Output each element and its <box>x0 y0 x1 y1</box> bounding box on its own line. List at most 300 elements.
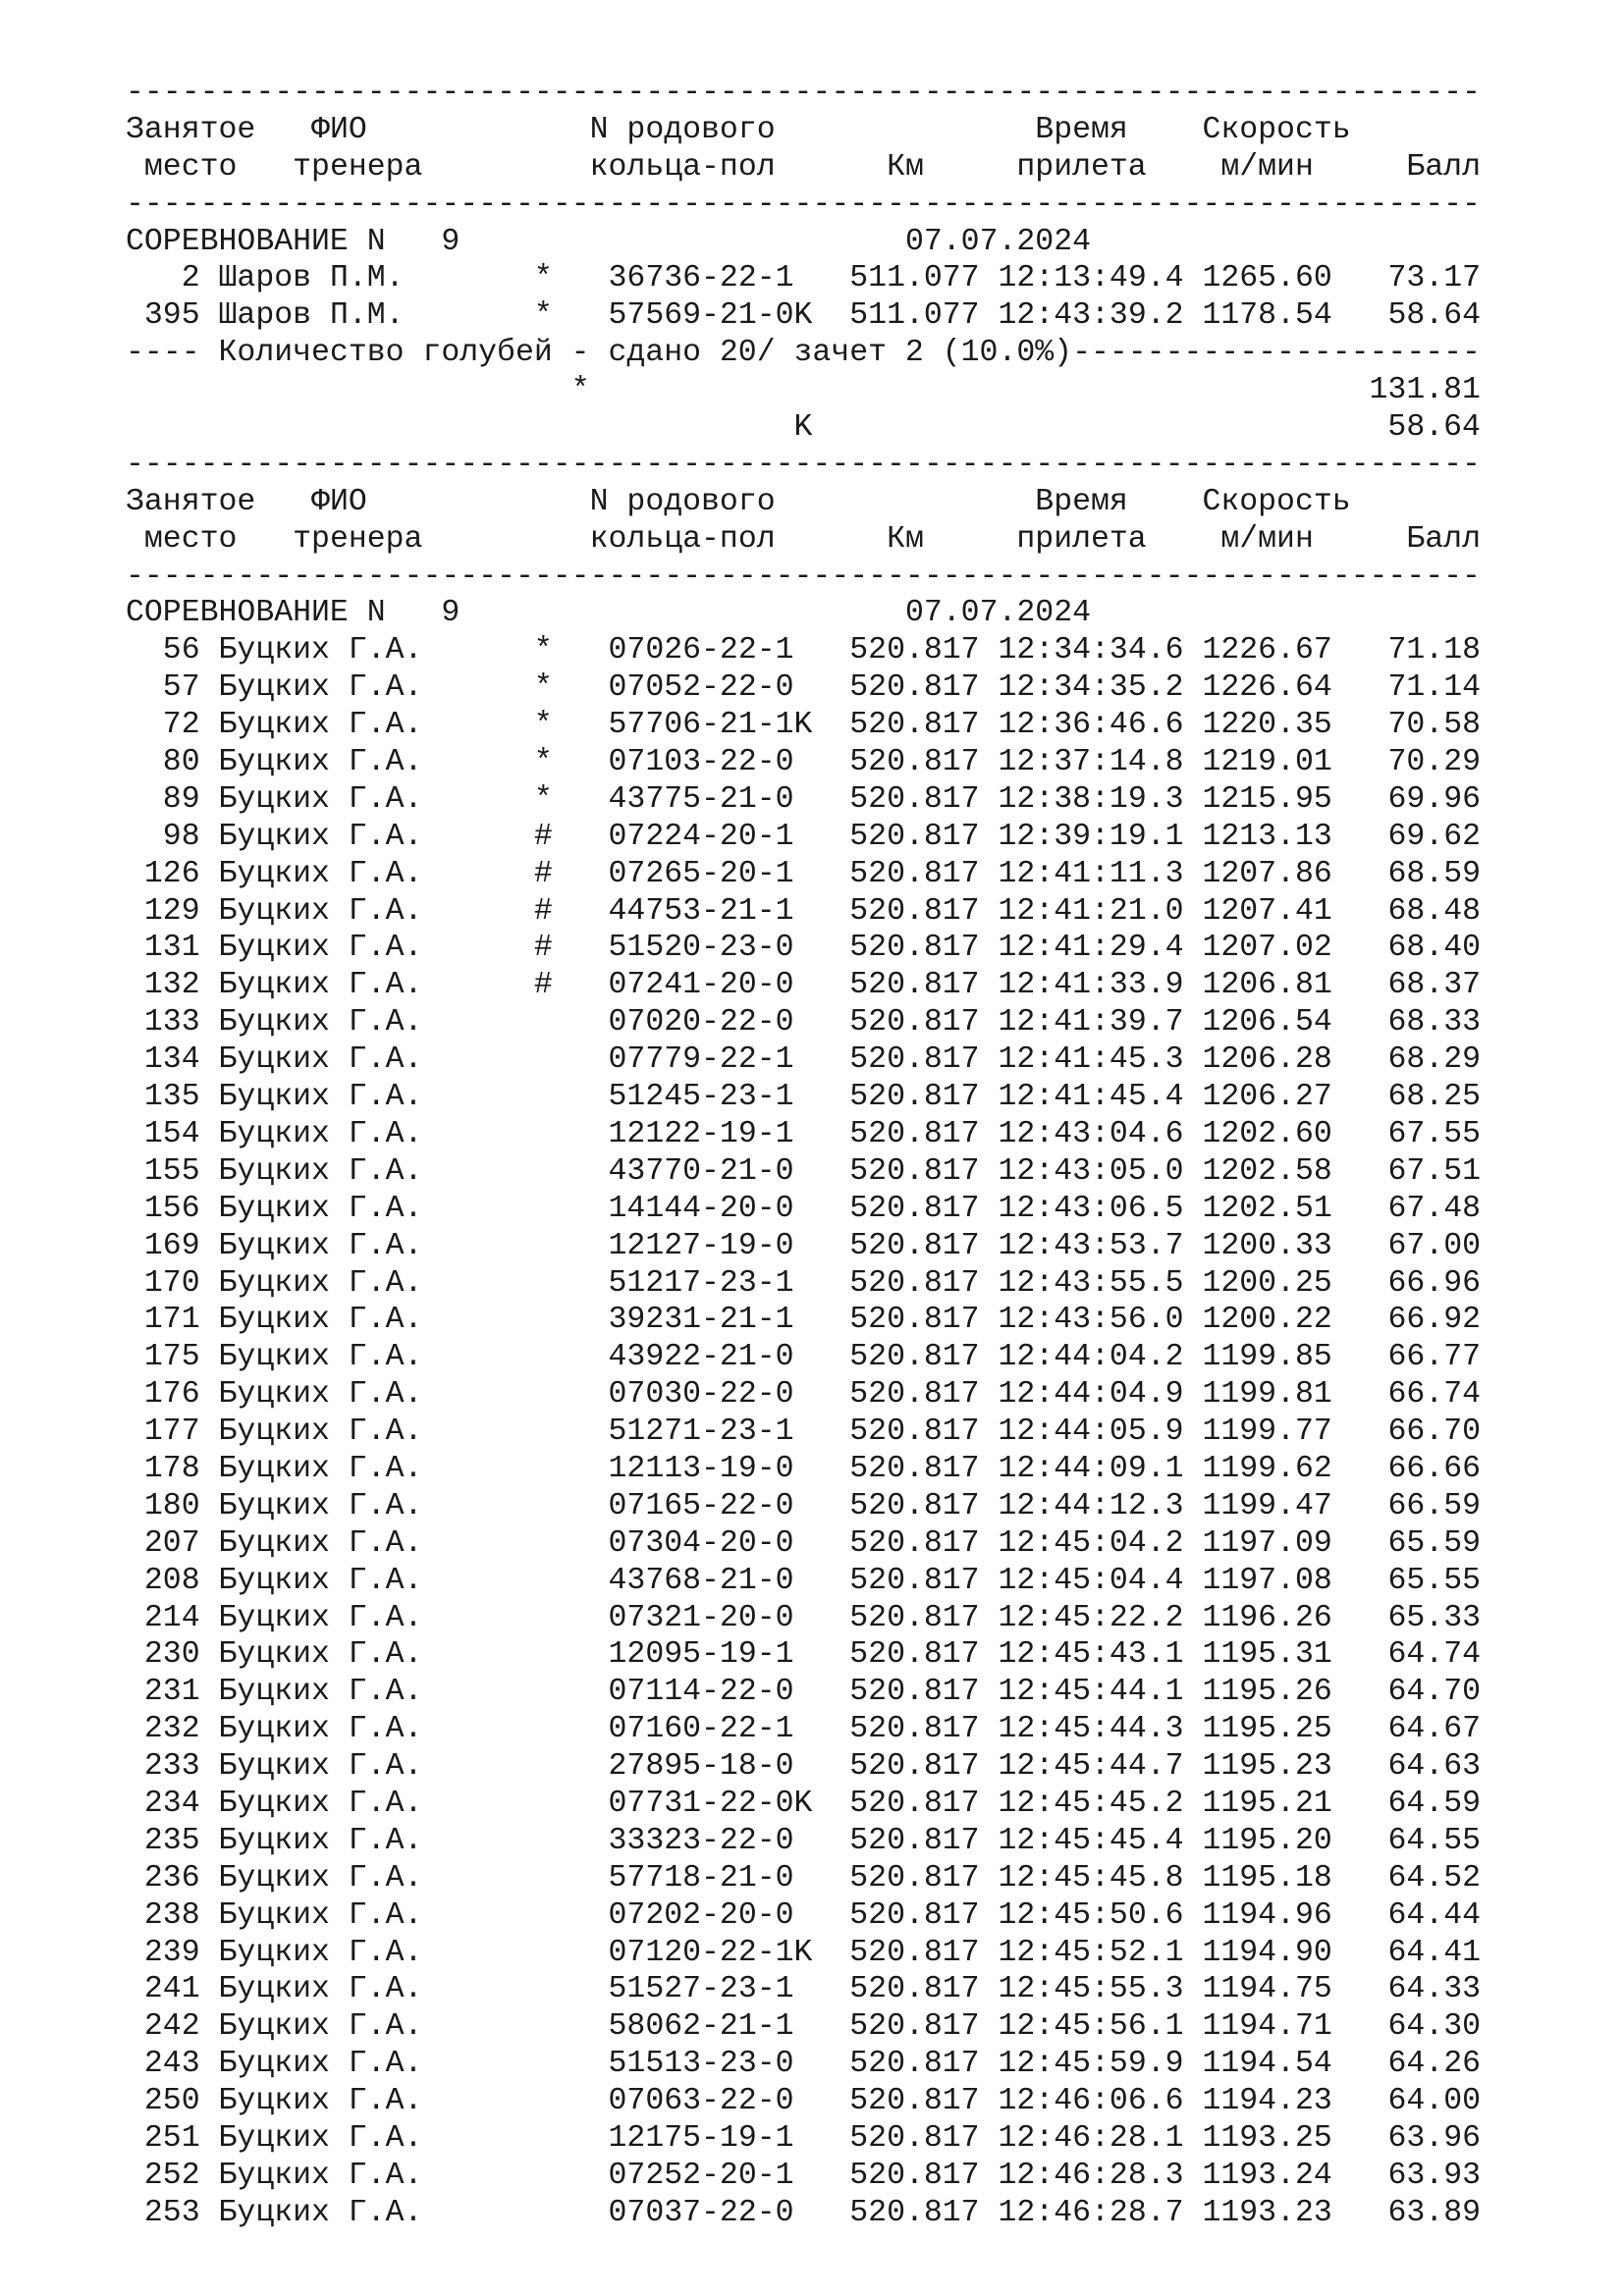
cell-arrival: 12:45:56.1 <box>998 2009 1184 2045</box>
header-km: Км <box>887 149 924 185</box>
cell-km: 520.817 <box>849 968 980 1003</box>
total-mark: K <box>793 410 813 446</box>
total-value: 131.81 <box>1369 373 1481 408</box>
cell-speed: 1195.20 <box>1202 1823 1332 1858</box>
cell-mark: * <box>533 298 553 334</box>
cell-trainer: Буцких Г.А. <box>218 1415 423 1450</box>
table-row <box>126 1488 1481 1525</box>
cell-place: 131 <box>126 931 200 966</box>
summary-line: ---- Количество голубей - сдано 20/ зачет 2 (10.0%)---------------------- <box>126 336 1481 371</box>
cell-score: 64.70 <box>1369 1675 1481 1710</box>
cell-trainer: Шаров П.М. <box>218 298 405 334</box>
cell-km: 520.817 <box>849 1935 980 1970</box>
cell-ring: 07160-22-1 <box>608 1712 794 1747</box>
table-row <box>126 893 1481 931</box>
cell-place: 133 <box>126 1005 200 1041</box>
cell-trainer: Буцких Г.А. <box>218 670 423 706</box>
cell-speed: 1206.81 <box>1202 968 1332 1003</box>
cell-arrival: 12:43:04.6 <box>998 1116 1184 1151</box>
cell-place: 231 <box>126 1675 200 1710</box>
table-row <box>126 297 1481 335</box>
cell-score: 64.30 <box>1369 2009 1481 2045</box>
cell-km: 520.817 <box>849 1377 980 1413</box>
cell-mark: # <box>533 819 553 854</box>
header-place-sub: место <box>143 149 238 185</box>
cell-score: 64.52 <box>1369 1860 1481 1896</box>
cell-mark: * <box>533 745 553 780</box>
cell-km: 520.817 <box>849 1749 980 1785</box>
cell-score: 64.41 <box>1369 1935 1481 1970</box>
cell-ring: 07103-22-0 <box>608 745 794 780</box>
cell-score: 68.48 <box>1369 893 1481 929</box>
cell-place: 171 <box>126 1303 200 1338</box>
table-row <box>126 1711 1481 1748</box>
cell-score: 64.67 <box>1369 1712 1481 1747</box>
cell-km: 520.817 <box>849 745 980 780</box>
cell-km: 520.817 <box>849 1786 980 1821</box>
table-row <box>126 1563 1481 1600</box>
cell-km: 520.817 <box>849 2195 980 2230</box>
cell-ring: 57718-21-0 <box>608 1860 794 1896</box>
header-row-2 <box>126 521 1481 559</box>
cell-trainer: Буцких Г.А. <box>218 1005 423 1041</box>
cell-km: 520.817 <box>849 2009 980 2045</box>
cell-arrival: 12:46:28.3 <box>998 2158 1184 2193</box>
table-row <box>126 1674 1481 1711</box>
cell-ring: 14144-20-0 <box>608 1191 794 1226</box>
cell-speed: 1194.75 <box>1202 1972 1332 2007</box>
header-ring: N родового <box>589 484 776 519</box>
cell-mark: # <box>533 968 553 1003</box>
cell-km: 520.817 <box>849 1042 980 1078</box>
cell-score: 70.29 <box>1369 745 1481 780</box>
cell-ring: 07304-20-0 <box>608 1525 794 1561</box>
table-row <box>126 1935 1481 1972</box>
cell-trainer: Буцких Г.А. <box>218 1823 423 1858</box>
cell-score: 64.00 <box>1369 2084 1481 2119</box>
cell-place: 253 <box>126 2195 200 2230</box>
cell-trainer: Буцких Г.А. <box>218 1340 423 1375</box>
total-line <box>126 409 1481 447</box>
cell-ring: 57569-21-0K <box>608 298 813 334</box>
cell-score: 67.51 <box>1369 1153 1481 1189</box>
cell-speed: 1199.85 <box>1202 1340 1332 1375</box>
cell-arrival: 12:41:11.3 <box>998 856 1184 891</box>
competition-line <box>126 595 1481 632</box>
cell-score: 66.77 <box>1369 1340 1481 1375</box>
cell-place: 135 <box>126 1080 200 1115</box>
cell-place: 207 <box>126 1525 200 1561</box>
cell-score: 64.33 <box>1369 1972 1481 2007</box>
cell-trainer: Буцких Г.А. <box>218 1600 423 1635</box>
cell-km: 511.077 <box>849 298 980 334</box>
header-arrival-sub: прилета <box>1016 149 1147 185</box>
cell-arrival: 12:44:09.1 <box>998 1451 1184 1486</box>
cell-score: 71.18 <box>1369 633 1481 668</box>
pigeon-count-summary: Количество голубей - сдано 20/ зачет 2 (10.0%) <box>218 336 1073 371</box>
cell-trainer: Буцких Г.А. <box>218 1897 423 1933</box>
cell-arrival: 12:34:34.6 <box>998 633 1184 668</box>
header-score: Балл <box>1406 149 1481 185</box>
cell-km: 520.817 <box>849 1228 980 1263</box>
cell-km: 520.817 <box>849 1303 980 1338</box>
cell-km: 520.817 <box>849 1972 980 2007</box>
cell-speed: 1193.25 <box>1202 2120 1332 2156</box>
table-row <box>126 707 1481 744</box>
cell-speed: 1215.95 <box>1202 781 1332 817</box>
cell-ring: 07063-22-0 <box>608 2084 794 2119</box>
cell-km: 520.817 <box>849 2047 980 2082</box>
cell-km: 520.817 <box>849 1451 980 1486</box>
cell-speed: 1207.86 <box>1202 856 1332 891</box>
cell-score: 64.44 <box>1369 1897 1481 1933</box>
cell-score: 68.33 <box>1369 1005 1481 1041</box>
table-row <box>126 1748 1481 1786</box>
cell-trainer: Буцких Г.А. <box>218 893 423 929</box>
cell-km: 520.817 <box>849 1415 980 1450</box>
cell-km: 520.817 <box>849 1340 980 1375</box>
cell-arrival: 12:45:59.9 <box>998 2047 1184 2082</box>
cell-place: 252 <box>126 2158 200 2193</box>
cell-km: 520.817 <box>849 670 980 706</box>
cell-place: 239 <box>126 1935 200 1970</box>
cell-speed: 1200.22 <box>1202 1303 1332 1338</box>
table-row <box>126 781 1481 819</box>
cell-arrival: 12:41:29.4 <box>998 931 1184 966</box>
table-row <box>126 856 1481 893</box>
cell-ring: 44753-21-1 <box>608 893 794 929</box>
cell-speed: 1226.67 <box>1202 633 1332 668</box>
cell-km: 520.817 <box>849 781 980 817</box>
cell-place: 250 <box>126 2084 200 2119</box>
cell-km: 520.817 <box>849 1488 980 1523</box>
table-row <box>126 967 1481 1004</box>
cell-mark: # <box>533 893 553 929</box>
cell-trainer: Буцких Г.А. <box>218 1303 423 1338</box>
cell-km: 520.817 <box>849 1116 980 1151</box>
cell-arrival: 12:38:19.3 <box>998 781 1184 817</box>
cell-trainer: Буцких Г.А. <box>218 1935 423 1970</box>
header-place: Занятое <box>126 484 256 519</box>
cell-trainer: Буцких Г.А. <box>218 708 423 743</box>
cell-ring: 12127-19-0 <box>608 1228 794 1263</box>
cell-score: 65.55 <box>1369 1563 1481 1598</box>
cell-km: 520.817 <box>849 1600 980 1635</box>
cell-speed: 1194.71 <box>1202 2009 1332 2045</box>
cell-place: 154 <box>126 1116 200 1151</box>
divider-line: ------------------------------------------------------------------------- <box>126 187 1481 222</box>
cell-score: 66.92 <box>1369 1303 1481 1338</box>
cell-ring: 58062-21-1 <box>608 2009 794 2045</box>
results-report <box>126 75 1481 2232</box>
cell-place: 129 <box>126 893 200 929</box>
cell-ring: 36736-22-1 <box>608 261 794 296</box>
header-speed: Скорость <box>1202 484 1351 519</box>
cell-km: 520.817 <box>849 1080 980 1115</box>
table-row <box>126 1414 1481 1451</box>
table-row <box>126 2195 1481 2232</box>
cell-ring: 07020-22-0 <box>608 1005 794 1041</box>
cell-arrival: 12:46:06.6 <box>998 2084 1184 2119</box>
cell-place: 80 <box>126 745 200 780</box>
cell-place: 89 <box>126 781 200 817</box>
table-row <box>126 1823 1481 1860</box>
cell-trainer: Буцких Г.А. <box>218 1525 423 1561</box>
cell-score: 63.96 <box>1369 2120 1481 2156</box>
cell-speed: 1206.28 <box>1202 1042 1332 1078</box>
cell-trainer: Буцких Г.А. <box>218 1451 423 1486</box>
cell-trainer: Буцких Г.А. <box>218 856 423 891</box>
header-speed: Скорость <box>1202 112 1351 147</box>
cell-ring: 07779-22-1 <box>608 1042 794 1078</box>
cell-score: 68.40 <box>1369 931 1481 966</box>
cell-score: 64.74 <box>1369 1637 1481 1673</box>
cell-arrival: 12:41:39.7 <box>998 1005 1184 1041</box>
cell-trainer: Буцких Г.А. <box>218 1488 423 1523</box>
cell-speed: 1194.90 <box>1202 1935 1332 1970</box>
cell-score: 73.17 <box>1369 261 1481 296</box>
header-arrival-sub: прилета <box>1016 521 1147 557</box>
cell-ring: 12122-19-1 <box>608 1116 794 1151</box>
cell-speed: 1226.64 <box>1202 670 1332 706</box>
table-row <box>126 1004 1481 1041</box>
cell-place: 180 <box>126 1488 200 1523</box>
cell-speed: 1193.23 <box>1202 2195 1332 2230</box>
cell-trainer: Буцких Г.А. <box>218 2120 423 2156</box>
cell-km: 520.817 <box>849 856 980 891</box>
cell-place: 177 <box>126 1415 200 1450</box>
cell-speed: 1199.81 <box>1202 1377 1332 1413</box>
cell-arrival: 12:43:06.5 <box>998 1191 1184 1226</box>
cell-trainer: Буцких Г.А. <box>218 1637 423 1673</box>
cell-km: 520.817 <box>849 1153 980 1189</box>
cell-arrival: 12:44:05.9 <box>998 1415 1184 1450</box>
divider-line: ------------------------------------------------------------------------- <box>126 76 1481 110</box>
cell-arrival: 12:41:45.4 <box>998 1080 1184 1115</box>
cell-place: 232 <box>126 1712 200 1747</box>
table-row <box>126 819 1481 856</box>
cell-speed: 1194.54 <box>1202 2047 1332 2082</box>
cell-ring: 07241-20-0 <box>608 968 794 1003</box>
cell-score: 64.59 <box>1369 1786 1481 1821</box>
header-trainer-sub: тренера <box>293 149 423 185</box>
cell-place: 126 <box>126 856 200 891</box>
cell-ring: 43922-21-0 <box>608 1340 794 1375</box>
cell-ring: 43770-21-0 <box>608 1153 794 1189</box>
cell-trainer: Буцких Г.А. <box>218 2158 423 2193</box>
table-row <box>126 1451 1481 1488</box>
cell-ring: 07030-22-0 <box>608 1377 794 1413</box>
table-row <box>126 1302 1481 1339</box>
cell-arrival: 12:43:56.0 <box>998 1303 1184 1338</box>
competition-label: СОРЕВНОВАНИЕ N <box>126 224 386 259</box>
cell-arrival: 12:45:45.2 <box>998 1786 1184 1821</box>
header-row-2 <box>126 149 1481 187</box>
cell-trainer: Буцких Г.А. <box>218 745 423 780</box>
table-row <box>126 1339 1481 1376</box>
divider-line: ------------------------------------------------------------------------- <box>126 559 1481 594</box>
cell-arrival: 12:46:28.1 <box>998 2120 1184 2156</box>
header-row-1 <box>126 484 1481 521</box>
cell-place: 251 <box>126 2120 200 2156</box>
cell-trainer: Буцких Г.А. <box>218 1191 423 1226</box>
cell-score: 65.59 <box>1369 1525 1481 1561</box>
cell-speed: 1194.96 <box>1202 1897 1332 1933</box>
cell-arrival: 12:45:04.4 <box>998 1563 1184 1598</box>
cell-arrival: 12:46:28.7 <box>998 2195 1184 2230</box>
competition-date: 07.07.2024 <box>904 596 1091 631</box>
cell-arrival: 12:36:46.6 <box>998 708 1184 743</box>
cell-trainer: Буцких Г.А. <box>218 1080 423 1115</box>
cell-place: 56 <box>126 633 200 668</box>
cell-arrival: 12:41:45.3 <box>998 1042 1184 1078</box>
cell-speed: 1195.31 <box>1202 1637 1332 1673</box>
table-row <box>126 1265 1481 1303</box>
cell-trainer: Буцких Г.А. <box>218 1228 423 1263</box>
cell-km: 520.817 <box>849 893 980 929</box>
cell-place: 134 <box>126 1042 200 1078</box>
cell-arrival: 12:41:21.0 <box>998 893 1184 929</box>
cell-place: 132 <box>126 968 200 1003</box>
cell-speed: 1200.33 <box>1202 1228 1332 1263</box>
cell-speed: 1197.08 <box>1202 1563 1332 1598</box>
cell-place: 238 <box>126 1897 200 1933</box>
cell-score: 67.00 <box>1369 1228 1481 1263</box>
cell-score: 63.89 <box>1369 2195 1481 2230</box>
cell-ring: 07114-22-0 <box>608 1675 794 1710</box>
cell-mark: # <box>533 931 553 966</box>
cell-km: 520.817 <box>849 1675 980 1710</box>
cell-ring: 07165-22-0 <box>608 1488 794 1523</box>
cell-speed: 1206.54 <box>1202 1005 1332 1041</box>
header-place-sub: место <box>143 521 238 557</box>
cell-score: 63.93 <box>1369 2158 1481 2193</box>
cell-trainer: Буцких Г.А. <box>218 1265 423 1301</box>
cell-score: 69.96 <box>1369 781 1481 817</box>
cell-km: 520.817 <box>849 633 980 668</box>
cell-arrival: 12:45:52.1 <box>998 1935 1184 1970</box>
cell-trainer: Буцких Г.А. <box>218 1377 423 1413</box>
cell-speed: 1220.35 <box>1202 708 1332 743</box>
cell-ring: 07026-22-1 <box>608 633 794 668</box>
cell-km: 520.817 <box>849 1897 980 1933</box>
cell-place: 178 <box>126 1451 200 1486</box>
cell-score: 68.37 <box>1369 968 1481 1003</box>
cell-speed: 1193.24 <box>1202 2158 1332 2193</box>
header-row-1 <box>126 112 1481 149</box>
cell-km: 520.817 <box>849 2120 980 2156</box>
cell-ring: 07265-20-1 <box>608 856 794 891</box>
cell-score: 70.58 <box>1369 708 1481 743</box>
header-score: Балл <box>1406 521 1481 557</box>
table-row <box>126 930 1481 967</box>
cell-speed: 1199.47 <box>1202 1488 1332 1523</box>
header-speed-sub: м/мин <box>1220 149 1314 185</box>
total-mark: * <box>570 373 590 408</box>
cell-trainer: Буцких Г.А. <box>218 1860 423 1896</box>
cell-ring: 51520-23-0 <box>608 931 794 966</box>
competition-line <box>126 224 1481 261</box>
cell-speed: 1195.21 <box>1202 1786 1332 1821</box>
cell-score: 71.14 <box>1369 670 1481 706</box>
cell-arrival: 12:43:05.0 <box>998 1153 1184 1189</box>
table-row <box>126 744 1481 781</box>
cell-speed: 1194.23 <box>1202 2084 1332 2119</box>
cell-score: 64.55 <box>1369 1823 1481 1858</box>
table-row <box>126 1525 1481 1563</box>
cell-trainer: Буцких Г.А. <box>218 2047 423 2082</box>
cell-km: 520.817 <box>849 819 980 854</box>
cell-trainer: Буцких Г.А. <box>218 931 423 966</box>
cell-place: 230 <box>126 1637 200 1673</box>
table-row <box>126 2120 1481 2158</box>
cell-mark: * <box>533 261 553 296</box>
competition-number: 9 <box>441 224 460 259</box>
cell-arrival: 12:44:12.3 <box>998 1488 1184 1523</box>
cell-place: 98 <box>126 819 200 854</box>
cell-trainer: Буцких Г.А. <box>218 1749 423 1785</box>
cell-arrival: 12:45:22.2 <box>998 1600 1184 1635</box>
cell-km: 520.817 <box>849 1005 980 1041</box>
header-trainer: ФИО <box>311 484 367 519</box>
cell-trainer: Буцких Г.А. <box>218 2084 423 2119</box>
cell-place: 236 <box>126 1860 200 1896</box>
cell-speed: 1195.25 <box>1202 1712 1332 1747</box>
competition-number: 9 <box>441 596 460 631</box>
cell-speed: 1200.25 <box>1202 1265 1332 1301</box>
cell-trainer: Буцких Г.А. <box>218 633 423 668</box>
divider-line: ------------------------------------------------------------------------- <box>126 447 1481 482</box>
cell-speed: 1199.77 <box>1202 1415 1332 1450</box>
cell-trainer: Шаров П.М. <box>218 261 405 296</box>
cell-score: 69.62 <box>1369 819 1481 854</box>
table-row <box>126 632 1481 669</box>
table-row <box>126 2158 1481 2195</box>
cell-mark: # <box>533 856 553 891</box>
header-arrival: Время <box>1035 112 1128 147</box>
cell-ring: 51245-23-1 <box>608 1080 794 1115</box>
table-row <box>126 2046 1481 2083</box>
cell-arrival: 12:44:04.9 <box>998 1377 1184 1413</box>
table-row <box>126 1897 1481 1935</box>
cell-ring: 12113-19-0 <box>608 1451 794 1486</box>
cell-ring: 57706-21-1K <box>608 708 813 743</box>
cell-arrival: 12:41:33.9 <box>998 968 1184 1003</box>
cell-place: 170 <box>126 1265 200 1301</box>
header-place: Занятое <box>126 112 256 147</box>
cell-score: 67.55 <box>1369 1116 1481 1151</box>
cell-place: 155 <box>126 1153 200 1189</box>
cell-ring: 12175-19-1 <box>608 2120 794 2156</box>
cell-arrival: 12:45:43.1 <box>998 1637 1184 1673</box>
cell-score: 66.66 <box>1369 1451 1481 1486</box>
table-row <box>126 1191 1481 1228</box>
competition-date: 07.07.2024 <box>904 224 1091 259</box>
cell-ring: 51271-23-1 <box>608 1415 794 1450</box>
cell-ring: 33323-22-0 <box>608 1823 794 1858</box>
cell-speed: 1207.02 <box>1202 931 1332 966</box>
cell-score: 68.25 <box>1369 1080 1481 1115</box>
cell-place: 395 <box>126 298 200 334</box>
cell-score: 64.63 <box>1369 1749 1481 1785</box>
cell-score: 65.33 <box>1369 1600 1481 1635</box>
cell-place: 2 <box>126 261 200 296</box>
cell-km: 511.077 <box>849 261 980 296</box>
table-row <box>126 1600 1481 1637</box>
header-trainer: ФИО <box>311 112 367 147</box>
cell-speed: 1178.54 <box>1202 298 1332 334</box>
cell-arrival: 12:45:04.2 <box>998 1525 1184 1561</box>
